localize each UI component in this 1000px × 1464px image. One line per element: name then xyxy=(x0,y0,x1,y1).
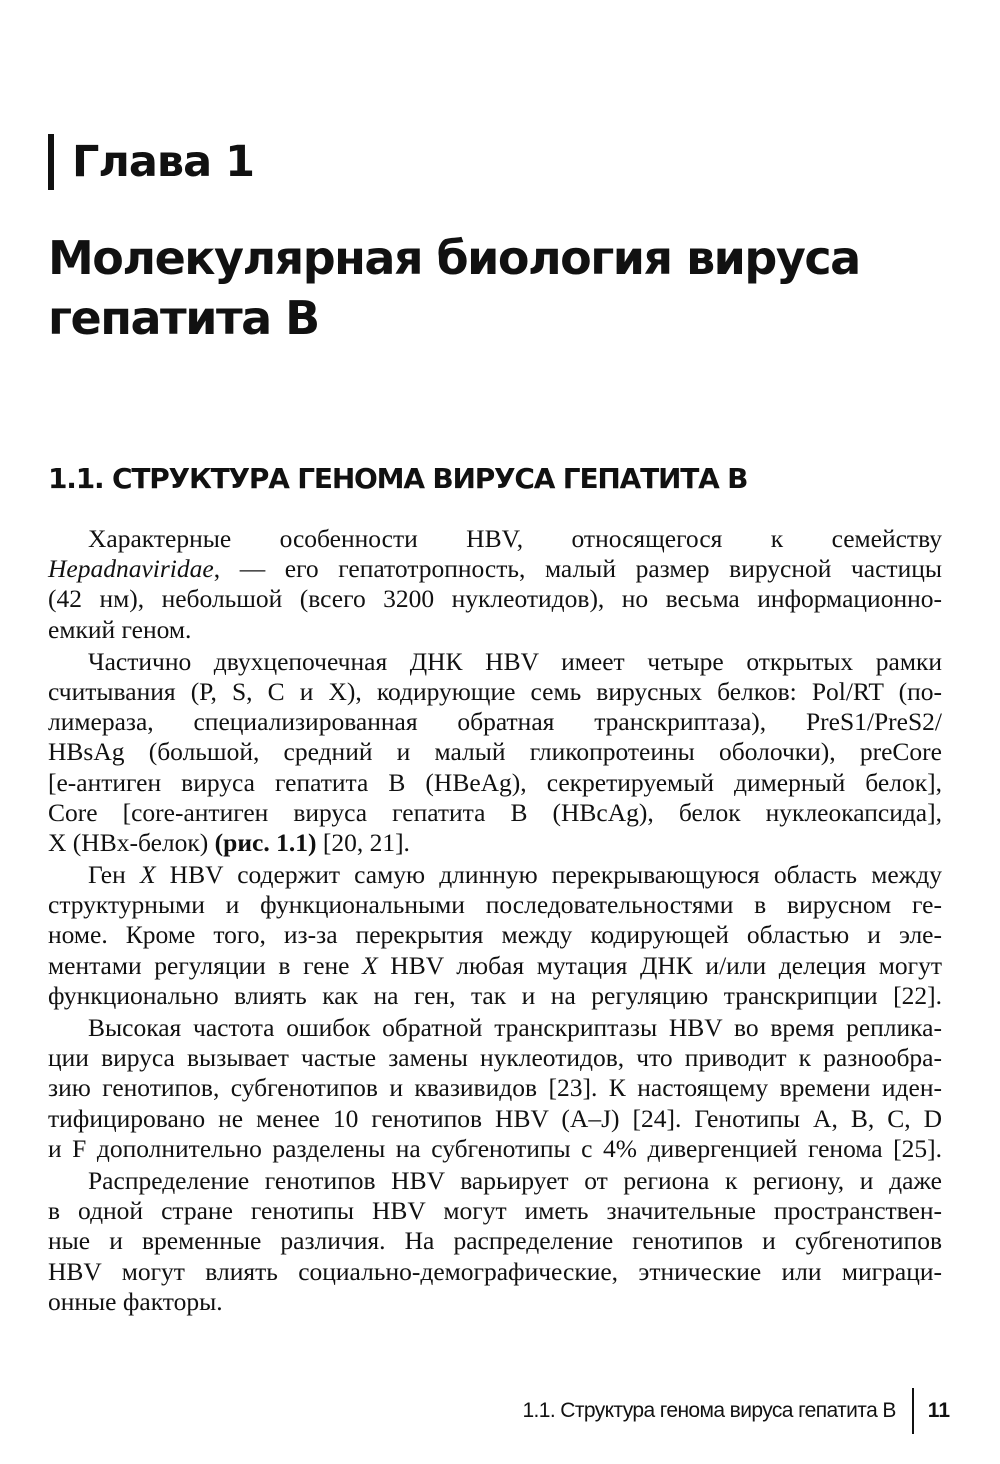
text-line: емкий геном. xyxy=(48,614,192,644)
text-fragment: X (HBx-белок) xyxy=(48,827,209,857)
text-line: онные факторы. xyxy=(48,1286,223,1316)
text-line: функционально влиять как на ген, так и на регуляцию транскрипции [22]. xyxy=(48,980,942,1010)
text-line: номе. Кроме того, из-за перекрытия между кодирующей областью и эле- xyxy=(48,920,942,950)
text-line: Высокая частота ошибок обратной транскриптазы HBV во время реплика- xyxy=(88,1013,942,1042)
footer-divider xyxy=(912,1388,914,1434)
text-line: и F дополнительно разделены на субгенотипы с 4% дивергенцией генома [25]. xyxy=(48,1133,942,1163)
text-line: HBV могут влиять социально-демографические, этнические или миграци- xyxy=(48,1256,942,1286)
text-line: Характерные особенности HBV, относящегося к семейству xyxy=(88,524,942,553)
text-line: лимераза, специализированная обратная транскриптаза), PreS1/PreS2/ xyxy=(48,707,942,737)
paragraph xyxy=(48,524,942,645)
text-line: Core [core-антиген вируса гепатита B (HBcAg), белок нуклеокапсида], xyxy=(48,797,942,827)
text-line: ментами регуляции в гене X HBV любая мутация ДНК и/или делеция могут xyxy=(48,950,942,980)
chapter-heading xyxy=(48,132,254,192)
section-heading: 1.1. СТРУКТУРА ГЕНОМА ВИРУСА ГЕПАТИТА B xyxy=(48,462,748,495)
text-line: [e-антиген вируса гепатита B (HBeAg), секретируемый димерный белок], xyxy=(48,767,942,797)
figure-reference[interactable]: (рис. 1.1) xyxy=(214,827,317,857)
text-line xyxy=(48,828,942,858)
italic-term: Hepadnaviridae xyxy=(48,554,214,584)
running-title: 1.1. Структура генома вируса гепатита B xyxy=(522,1399,896,1422)
page-number: 11 xyxy=(927,1399,950,1422)
text-line: считывания (P, S, C и X), кодирующие семь вирусных белков: Pol/RT (по- xyxy=(48,676,942,706)
text-line: HBsAg (большой, средний и малый гликопротеины оболочки), preCore xyxy=(48,737,942,767)
text-line: Hepadnaviridae, — его гепатотропность, малый размер вирусной частицы xyxy=(48,554,942,584)
text-line: Распределение генотипов HBV варьирует от региона к региону, и даже xyxy=(88,1165,942,1195)
paragraph xyxy=(48,1166,942,1317)
body-text xyxy=(48,524,942,1317)
page-footer xyxy=(0,1388,950,1434)
paragraph xyxy=(48,860,942,1011)
paragraph xyxy=(48,1013,942,1164)
chapter-label: Глава 1 xyxy=(72,137,255,187)
text-line: Частично двухцепочечная ДНК HBV имеет четыре открытых рамки xyxy=(88,646,942,676)
text-line: ции вируса вызывает частые замены нуклеотидов, что приводит к разнообра- xyxy=(48,1043,942,1073)
chapter-title xyxy=(48,228,948,348)
chapter-title-line: гепатита B xyxy=(48,291,319,345)
text-line: структурными и функциональными последовательностями в вирусном ге- xyxy=(48,890,942,920)
text-line: тифицировано не менее 10 генотипов HBV (A–J) [24]. Генотипы A, B, C, D xyxy=(48,1103,942,1133)
chapter-bar-divider xyxy=(48,134,54,190)
chapter-title-line: Молекулярная биология вируса xyxy=(48,231,860,285)
text-line: в одной стране генотипы HBV могут иметь значительные пространствен- xyxy=(48,1196,942,1226)
paragraph xyxy=(48,647,942,858)
text-line: (42 нм), небольшой (всего 3200 нуклеотидов), но весьма информационно- xyxy=(48,584,942,614)
text-line: Ген X HBV содержит самую длинную перекрывающуюся область между xyxy=(88,860,943,890)
citation: [20, 21]. xyxy=(322,827,410,857)
text-line: зию генотипов, субгенотипов и квазивидов [23]. К настоящему времени иден- xyxy=(48,1073,942,1103)
text-line: ные и временные различия. На распределение генотипов и субгенотипов xyxy=(48,1226,942,1256)
